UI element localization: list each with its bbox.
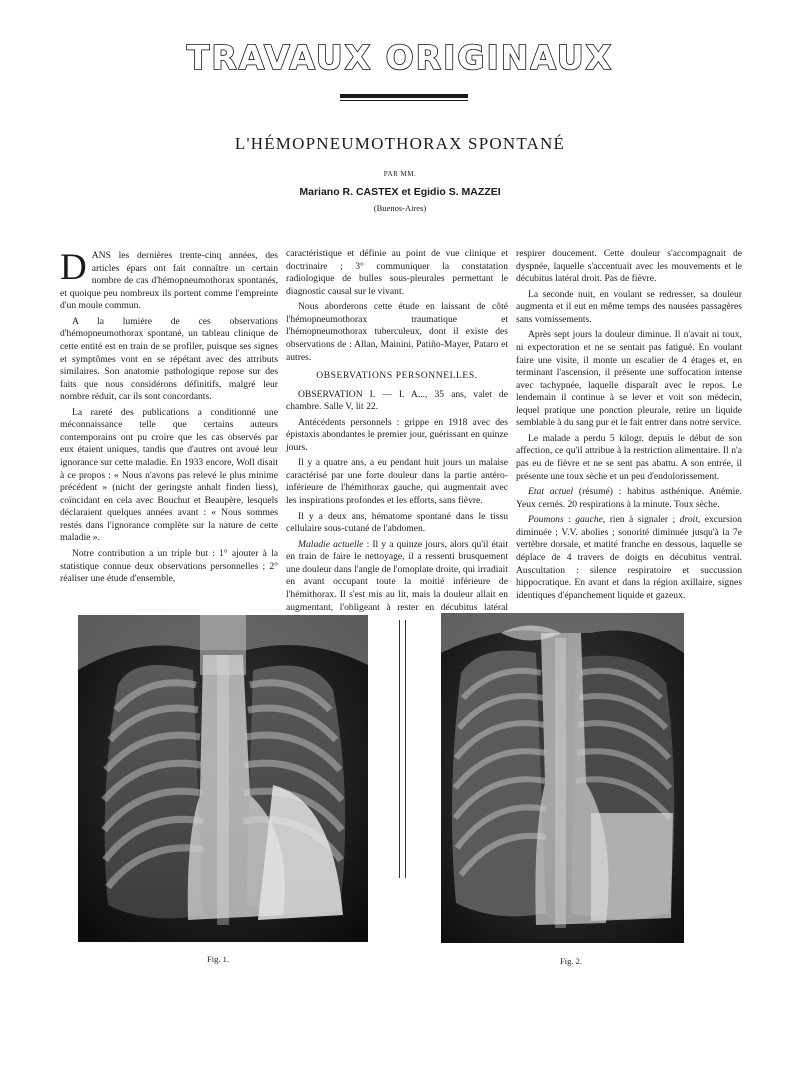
section-heading: OBSERVATIONS PERSONNELLES. (316, 371, 478, 382)
paragraph: Après sept jours la douleur diminue. Il n'avait ni toux, ni expectoration et ne se sentait pas fatigué. En voulant faire une visite, il monte un escalier de 4 étages et, en terminant l'ascension, il présente une suffocation intense avec tachypnée, laquelle disparaît avec le repos. Le lendemain il continue à se lever et voit son médecin, lequel pratique une ponction pleurale, retire un liquide semblable à du sang pur et le fait entrer dans notre service. (516, 329, 742, 429)
paragraph: Antécédents personnels : grippe en 1918 avec des épistaxis abondantes le premier jour, guérissant en quinze jours. (286, 416, 508, 453)
radiograph-image (441, 613, 684, 943)
paragraph: La rareté des publications a conditionné une méconnaissance telle que certains auteurs contemporains ont pu croire que les cas observés par eux étaient uniques, tandis que d'autres ont avoué leur ignorance sur cette maladie. En 1933 encore, Woll disait à ce propos : « Nous n'avons pas relevé le plus minime précédent » (nicht der geringste anhalt finden liess), coïncidant en cela avec Bouchut et Beaupère, lesquels déclaraient quelques années avant : « Nous sommes restés dans l'ignorance complète sur la nature de cette maladie ». (60, 406, 278, 544)
paragraph: respirer doucement. Cette douleur s'accompagnait de dyspnée, laquelle s'accentuait avec les mouvements et le décubitus latéral droit. Pas de fièvre. (516, 248, 742, 285)
author-affiliation: (Buenos-Aires) (373, 203, 427, 213)
paragraph: A la lumière de ces observations d'hémopneumothorax spontané, un tableau clinique de cette entité est en train de se profiler, puisque ses signes et symptômes vont en se répétant avec des attributs similaires. Son anatomie pathologique repose sur des faits que nous considérons définitifs, malgré leur nombre réduit, car ils sont concordants. (60, 315, 278, 403)
paragraph: Notre contribution a un triple but : 1° ajouter à la statistique connue deux observations personnelles ; 2° réaliser une étude d'ensemble, (60, 547, 278, 585)
figure-1-radiograph (78, 615, 368, 942)
section-masthead: TRAVAUX ORIGINAUX (186, 38, 614, 77)
text-column-1 (60, 247, 278, 589)
paragraph: La seconde nuit, en voulant se redresser, sa douleur augmenta et il eut en même temps des nausées passagères sans vomissements. (516, 288, 742, 325)
italic-label: Poumons (528, 514, 564, 526)
paragraph-text: : Il y a quinze jours, alors qu'il était en train de faire le nettoyage, il a ressenti brusquement une douleur dans l'angle de l'omoplate droite, qui irradiait en avant occupant toute la moitié inférieure de l'hémithorax. Il s'est mis au lit, mais la douleur allait en augmentant, l'obligeant à rester en décubitus latéral (286, 538, 508, 613)
italic-word: gauche (575, 514, 603, 526)
radiograph-image (78, 615, 368, 942)
paragraph-text: (résumé) : habitus asthénique. Anémie. Yeux cernés. 20 respirations à la minute. Toux sèche. (516, 486, 742, 510)
byline-par: PAR MM. (383, 170, 417, 178)
paragraph: Il y a deux ans, hématome spontané dans le tissu cellulaire sous-cutané de l'abdomen. (286, 510, 508, 535)
figure-2-radiograph (441, 613, 684, 943)
paragraph: Il y a quatre ans, a eu pendant huit jours un malaise caractérisé par une forte douleur dans la partie antéro-inférieure de l'hémithorax gauche, qui augmentait avec les inspirations profondes et les efforts, sans fièvre. (286, 457, 508, 506)
observation-label: OBSERVATION I. (298, 388, 376, 400)
text-column-3 (516, 248, 742, 605)
paragraph-text: — I. A..., 35 ans, valet de chambre. Salle V, lit 22. (286, 388, 508, 413)
title-rule-thin (340, 100, 468, 101)
text-column-2 (286, 248, 508, 630)
article-authors: Mariano R. CASTEX et Egidio S. MAZZEI (299, 186, 501, 198)
paragraph (286, 389, 508, 414)
figure-1-caption: Fig. 1. (207, 954, 229, 964)
paragraph-text: , excursion diminuée ; V.V. abolies ; sonorité diminuée jusqu'à la 7e vertèbre dorsale, et matité franche en dessous, laquelle se déplace de 4 travers de doigts en décubitus ventral. Auscultation : silence respiratoire et succussion hippocratique. En avant et dans la région axillaire, signes identiques d'épanchement liquide et gazeux. (516, 514, 742, 601)
paragraph: Nous aborderons cette étude en laissant de côté l'hémopneumothorax traumatique et l'hémopneumothorax tuberculeux, dont il existe des observations de : Allan, Mainini, Patiño-Mayer, Pataro et autres. (286, 301, 508, 363)
title-rule (340, 94, 468, 98)
paragraph: caractéristique et définie au point de vue clinique et doctrinaire ; 3° communiquer la constatation radiologique de bulles sous-pleurales permettant le diagnostic causal sur le vivant. (286, 248, 508, 297)
figure-divider-line (405, 620, 406, 878)
article-title: L'HÉMOPNEUMOTHORAX SPONTANÉ (234, 134, 566, 153)
italic-label: Etat actuel (528, 486, 574, 498)
drop-cap: D (60, 247, 87, 288)
figure-2-caption: Fig. 2. (560, 956, 582, 966)
italic-label: Maladie actuelle (298, 538, 364, 550)
paragraph-text: ANS les dernières trente-cinq années, des articles épars ont fait connaître un certain nombre de cas d'hémopneumothorax spontanés, et quoique peu nombreux ils portent comme l'empreinte d'un moule commun. (60, 250, 278, 312)
paragraph: Le malade a perdu 5 kilogr. depuis le début de son affection, ce qu'il attribue à la restriction alimentaire. Il n'a pas eu de fièvre et ne se sent pas abattu. A son entrée, il présente une toux sèche et un peu d'endolorissement. (516, 432, 742, 482)
italic-word: droit (679, 514, 698, 526)
paragraph (516, 514, 742, 602)
figure-divider-line (399, 620, 400, 878)
paragraph-text: , rien à signaler ; (602, 514, 680, 526)
paragraph (516, 486, 742, 511)
paragraph-text: : (563, 514, 576, 526)
paragraph (60, 247, 278, 313)
